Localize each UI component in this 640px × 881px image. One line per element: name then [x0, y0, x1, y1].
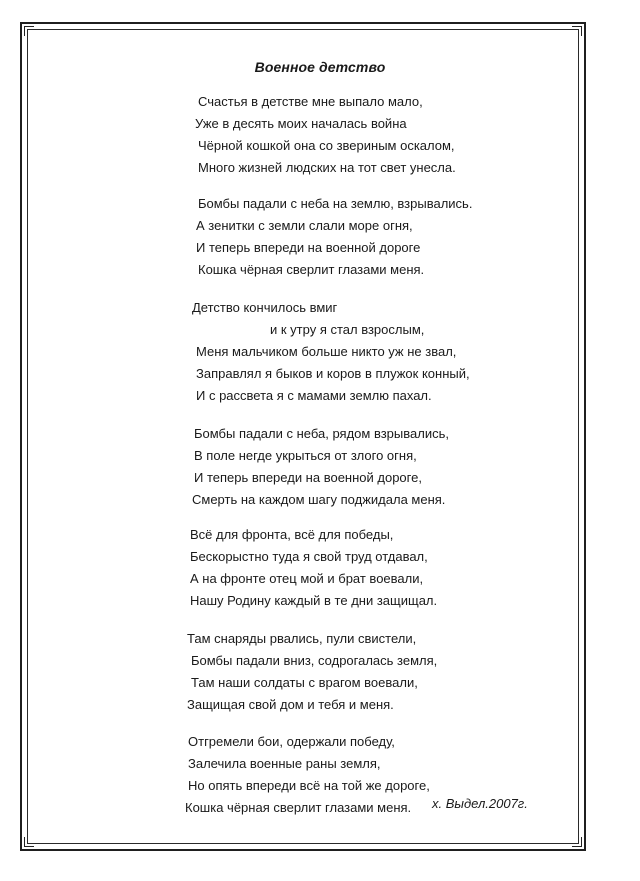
poem-line: Отгремели бои, одержали победу,: [188, 734, 395, 749]
poem-line: А зенитки с земли слали море огня,: [196, 218, 413, 233]
poem-line: Счастья в детстве мне выпало мало,: [198, 94, 423, 109]
poem-line: Но опять впереди всё на той же дороге,: [188, 778, 430, 793]
poem-line: Бомбы падали вниз, содрогалась земля,: [191, 653, 438, 668]
poem-line: Всё для фронта, всё для победы,: [190, 527, 394, 542]
poem-line: Там снаряды рвались, пули свистели,: [187, 631, 417, 646]
poem-line: Бескорыстно туда я свой труд отдавал,: [190, 549, 428, 564]
poem-line: Залечила военные раны земля,: [188, 756, 381, 771]
poem-line: Защищая свой дом и тебя и меня.: [187, 697, 394, 712]
author-signature: х. Выдел.2007г.: [432, 796, 528, 811]
poem-line: Меня мальчиком больше никто уж не звал,: [196, 344, 457, 359]
poem-line: Много жизней людских на тот свет унесла.: [198, 160, 456, 175]
poem-line: Бомбы падали с неба, рядом взрывались,: [194, 426, 449, 441]
poem-line: Чёрной кошкой она со звериным оскалом,: [198, 138, 455, 153]
poem-line: А на фронте отец мой и брат воевали,: [190, 571, 424, 586]
poem-line: Смерть на каждом шагу поджидала меня.: [192, 492, 446, 507]
poem-line: И теперь впереди на военной дороге,: [194, 470, 422, 485]
poem-line: Заправлял я быков и коров в плужок конный,: [196, 366, 470, 381]
poem-line: Бомбы падали с неба на землю, взрывались.: [198, 196, 473, 211]
poem-line: И с рассвета я с мамами землю пахал.: [196, 388, 432, 403]
poem-line: И теперь впереди на военной дороге: [196, 240, 421, 255]
poem-line: Уже в десять моих началась война: [195, 116, 407, 131]
poem-line: Кошка чёрная сверлит глазами меня.: [198, 262, 425, 277]
poem-line: В поле негде укрыться от злого огня,: [194, 448, 417, 463]
poem-line: Детство кончилось вмиг: [192, 300, 338, 315]
poem-line: Нашу Родину каждый в те дни защищал.: [190, 593, 438, 608]
poem-line: и к утру я стал взрослым,: [270, 322, 425, 337]
poem-title: Военное детство: [254, 59, 386, 75]
poem-line: Кошка чёрная сверлит глазами меня.: [185, 800, 412, 815]
poem-line: Там наши солдаты с врагом воевали,: [191, 675, 418, 690]
